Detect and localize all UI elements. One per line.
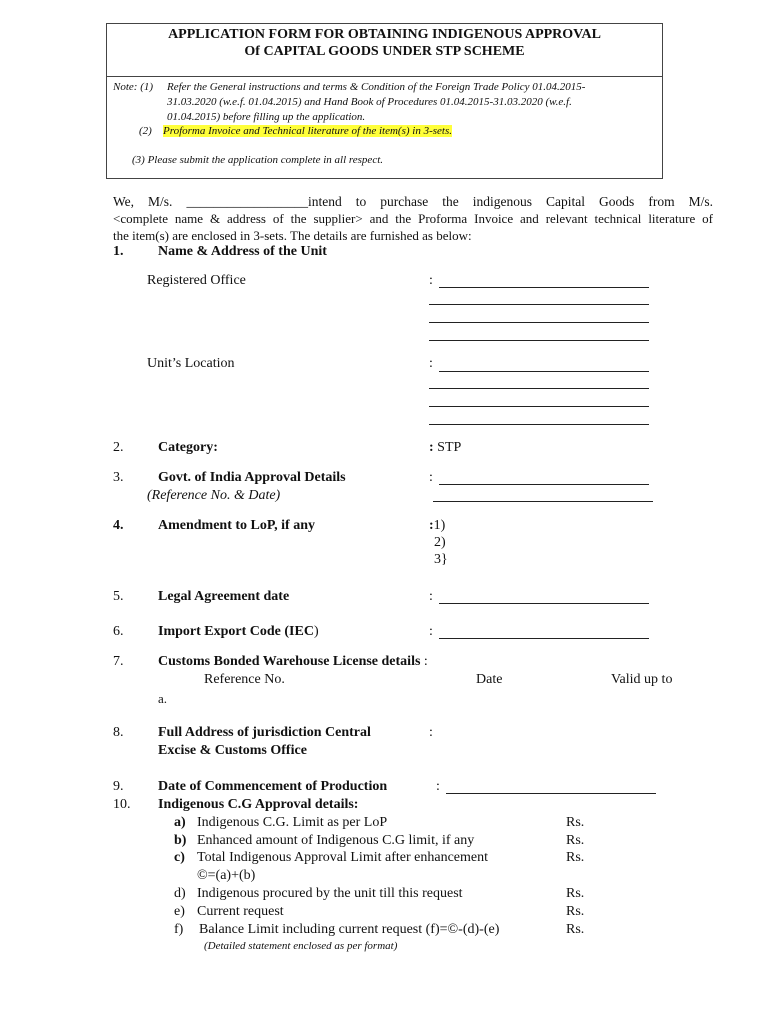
item4-number: 4. [113,518,124,533]
approval-text-e: Current request [197,904,284,919]
amendment-3: 3} [434,552,448,567]
item6-number: 6. [113,624,124,639]
item5-colon: : [429,589,433,604]
approval-rs-f: Rs. [566,922,585,937]
item7-date-header: Date [476,672,503,687]
units-location-line4[interactable] [429,424,649,425]
item5-number: 5. [113,589,124,604]
approval-text-c: Total Indigenous Approval Limit after enhancement [197,850,488,865]
approval-rs-c: Rs. [566,850,585,865]
note2-highlight: Proforma Invoice and Technical literature of the item(s) in 3-sets. [163,125,453,137]
header-divider [107,76,662,77]
approval-rs-e: Rs. [566,904,585,919]
item9-colon: : [436,779,440,794]
approval-text-a: Indigenous C.G. Limit as per LoP [197,815,388,830]
approval-key-b: b) [174,833,187,848]
amendment-2: 2) [434,535,446,550]
units-location-line3[interactable] [429,406,649,407]
item5-label: Legal Agreement date [158,589,290,604]
item7-row-a: a. [158,691,168,706]
header-box [106,23,663,179]
item8-label-line1: Full Address of jurisdiction Central [158,725,371,740]
form-title-line2: Of CAPITAL GOODS UNDER STP SCHEME [244,44,525,59]
form-title-line1: APPLICATION FORM FOR OBTAINING INDIGENOUS APPROVAL [168,27,601,42]
units-location-colon: : [429,356,433,371]
registered-office-line1[interactable] [439,287,649,288]
category-value: : STP [429,440,462,455]
item10-number: 10. [113,797,131,812]
units-location-line2[interactable] [429,388,649,389]
registered-office-label: Registered Office [147,273,246,288]
amendment-1: :1) [429,518,446,533]
item3-colon: : [429,470,433,485]
intro-line2: <complete name & address of the supplier> and the Proforma Invoice and relevant technical literature of [113,211,713,226]
item2-number: 2. [113,440,124,455]
item6-colon: : [429,624,433,639]
footnote: (Detailed statement enclosed as per format) [204,940,398,952]
approval-formula-c: ©=(a)+(b) [197,868,256,883]
registered-office-colon: : [429,273,433,288]
approval-key-e: e) [174,904,185,919]
item3-label: Govt. of India Approval Details [158,470,346,485]
approval-text-f: Balance Limit including current request (f)=©-(d)-(e) [199,922,500,937]
units-location-line1[interactable] [439,371,649,372]
item8-number: 8. [113,725,124,740]
item8-label-line2: Excise & Customs Office [158,743,307,758]
item7-label-bold: Customs Bonded Warehouse License details [158,654,421,669]
item7-colon: : [420,654,428,669]
item2-label: Category: [158,440,218,455]
note1-line2: 31.03.2020 (w.e.f. 01.04.2015) and Hand Book of Procedures 01.04.2015-31.03.2020 (w.e.f. [167,96,572,108]
item7-label [158,654,428,670]
intro-line3: the item(s) are enclosed in 3-sets. The details are furnished as below: [113,228,472,243]
note1-line1: Refer the General instructions and terms & Condition of the Foreign Trade Policy 01.04.2015- [167,81,586,93]
note1-line3: 01.04.2015) before filling up the application. [167,111,366,123]
registered-office-line2[interactable] [429,304,649,305]
approval-rs-d: Rs. [566,886,585,901]
registered-office-line4[interactable] [429,340,649,341]
item9-label: Date of Commencement of Production [158,779,388,794]
item7-reference-header: Reference No. [204,672,285,687]
approval-key-d: d) [174,886,186,901]
item3-number: 3. [113,470,124,485]
item1-label: Name & Address of the Unit [158,244,327,259]
item7-number: 7. [113,654,124,669]
item9-number: 9. [113,779,124,794]
units-location-label: Unit’s Location [147,356,235,371]
note-label: Note: (1) [113,81,154,93]
approval-rs-a: Rs. [566,815,585,830]
item3-line2[interactable] [433,501,653,502]
item3-sublabel: (Reference No. & Date) [147,488,281,503]
item9-line[interactable] [446,793,656,794]
approval-key-a: a) [174,815,186,830]
approval-text-b: Enhanced amount of Indigenous C.G limit, if any [197,833,475,848]
note3-text: (3) Please submit the application complete in all respect. [132,154,384,166]
intro-line1: We, M/s. __________________intend to purchase the indigenous Capital Goods from M/s. [113,194,713,209]
approval-key-f: f) [174,922,184,937]
item1-number: 1. [113,244,124,259]
approval-key-c: c) [174,850,185,865]
registered-office-line3[interactable] [429,322,649,323]
item10-label: Indigenous C.G Approval details: [158,797,359,812]
item7-valid-header: Valid up to [611,672,673,687]
item3-line1[interactable] [439,484,649,485]
item6-label-paren: ) [313,624,319,639]
item6-label [158,624,319,640]
item6-label-bold: Import Export Code (IEC [158,624,314,639]
item6-line[interactable] [439,638,649,639]
item4-label: Amendment to LoP, if any [158,518,315,533]
note2-text [163,124,452,139]
note2-number: (2) [139,125,152,137]
item5-line[interactable] [439,603,649,604]
approval-text-d: Indigenous procured by the unit till this request [197,886,463,901]
approval-rs-b: Rs. [566,833,585,848]
item8-colon: : [429,725,433,740]
